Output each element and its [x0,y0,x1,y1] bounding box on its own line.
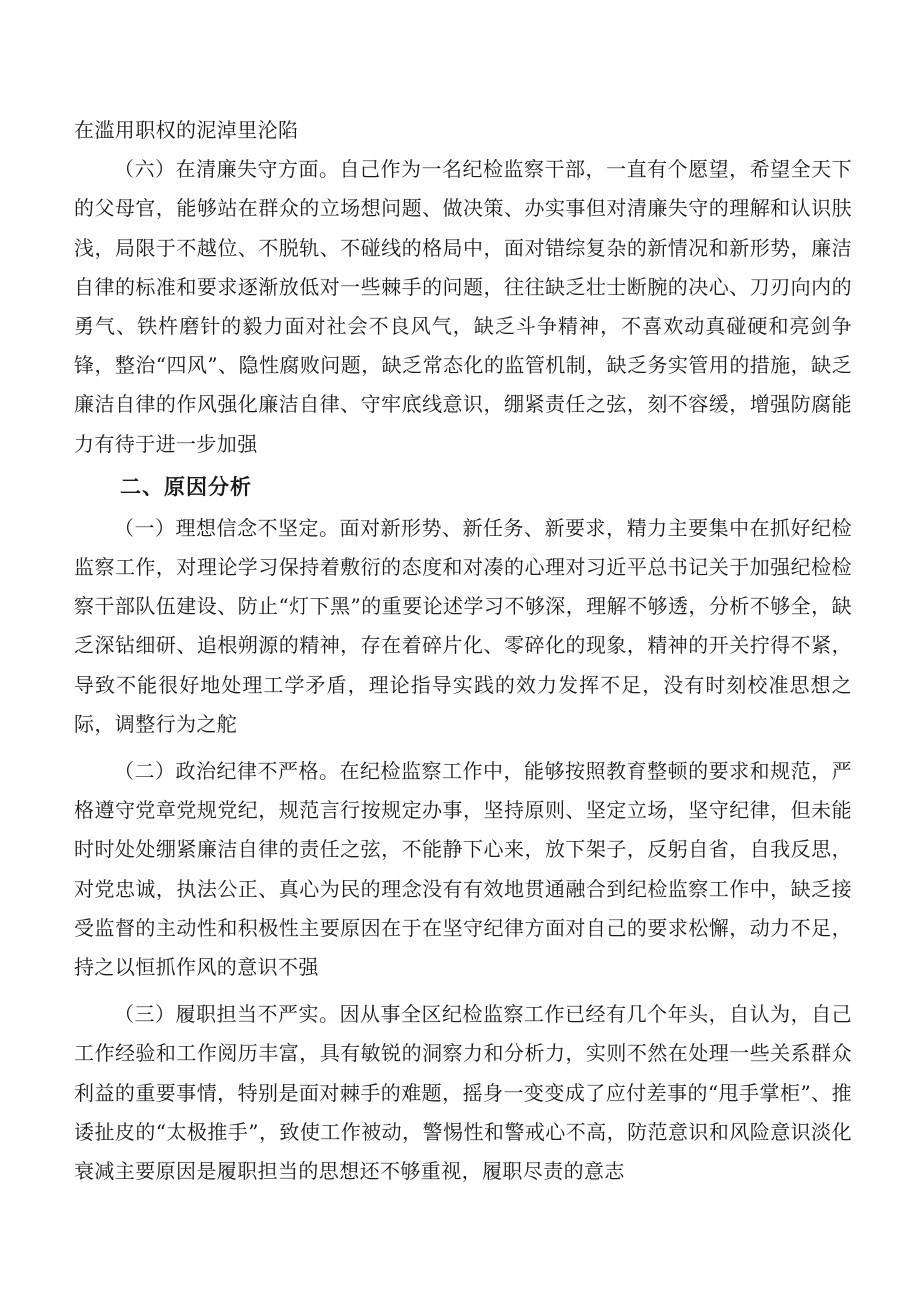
paragraph-political-discipline: （二）政治纪律不严格。在纪检监察工作中，能够按照教育整顿的要求和规范，严格遵守党章党规党纪，规范言行按规定办事，坚持原则、坚定立场，坚守纪律，但未能时时处处绷紧廉洁自律的责任之弦，不能静下心来，放下架子，反躬自省，自我反思，对党忠诚，执法公正、真心为民的理念没有有效地贯通融合到纪检监察工作中，缺乏接受监督的主动性和积极性主要原因在于在坚守纪律方面对自己的要求松懈，动力不足，持之以恒抓作风的意识不强 [74,759,852,980]
document-page [74,111,852,1291]
paragraph-clean-governance: （六）在清廉失守方面。自己作为一名纪检监察干部，一直有个愿望，希望全天下的父母官，能够站在群众的立场想问题、做决策、办实事但对清廉失守的理解和认识肤浅，局限于不越位、不脱轨、不碰线的格局中，面对错综复杂的新情况和新形势，廉洁自律的标准和要求逐渐放低对一些棘手的问题，往往缺乏壮士断腕的决心、刀刃向内的勇气、铁杵磨针的毅力面对社会不良风气，缺乏斗争精神，不喜欢动真碰硬和亮剑争锋，整治“四风”、隐性腐败问题，缺乏常态化的监管机制，缺乏务实管用的措施，缺乏廉洁自律的作风强化廉洁自律、守牢底线意识，绷紧责任之弦，刻不容缓，增强防腐能力有待于进一步加强 [74,157,852,456]
section-heading-cause-analysis: 二、原因分析 [120,473,252,499]
continuation-paragraph: 在滥用职权的泥淖里沦陷 [74,118,299,142]
paragraph-duty-responsibility: （三）履职担当不严实。因从事全区纪检监察工作已经有几个年头，自认为，自己工作经验和工作阅历丰富，具有敏锐的洞察力和分析力，实则不然在处理一些关系群众利益的重要事情，特别是面对棘手的难题，摇身一变变成了应付差事的“甩手掌柜”、推诿扯皮的“太极推手”，致使工作被动，警惕性和警戒心不高，防范意识和风险意识淡化衰减主要原因是履职担当的思想还不够重视，履职尽责的意志 [74,1002,852,1184]
paragraph-ideals-beliefs: （一）理想信念不坚定。面对新形势、新任务、新要求，精力主要集中在抓好纪检监察工作，对理论学习保持着敷衍的态度和对凑的心理对习近平总书记关于加强纪检检察干部队伍建设、防止“灯下黑”的重要论述学习不够深，理解不够透，分析不够全，缺乏深钻细研、追根朔源的精神，存在着碎片化、零碎化的现象，精神的开关拧得不紧，导致不能很好地处理工学矛盾，理论指导实践的效力发挥不足，没有时刻校准思想之际，调整行为之舵 [74,515,852,736]
